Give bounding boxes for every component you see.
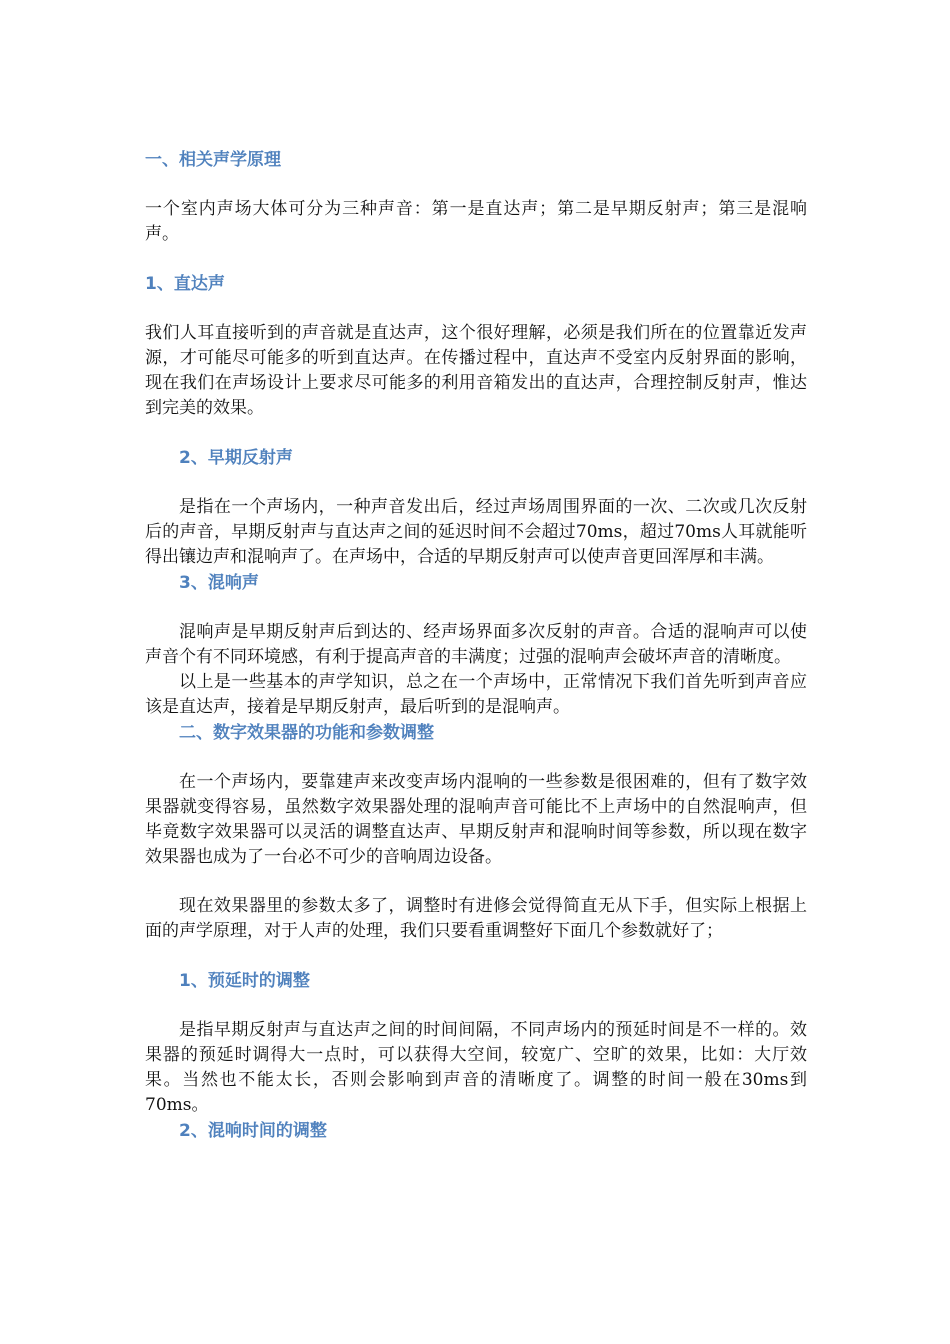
section-heading-effects: 二、数字效果器的功能和参数调整: [179, 723, 434, 743]
paragraph-parameters: 现在效果器里的参数太多了，调整时有进修会觉得简直无从下手，但实际上根据上面的声学原理，对于人声的处理，我们只要看重调整好下面几个参数就好了；: [145, 896, 807, 941]
paragraph-intro: 一个室内声场大体可分为三种声音：第一是直达声；第二是早期反射声；第三是混响声。: [145, 199, 807, 244]
paragraph-predelay: 是指早期反射声与直达声之间的时间间隔，不同声场内的预延时间是不一样的。效果器的预延时调得大一点时，可以获得大空间，较宽广、空旷的效果，比如：大厅效果。当然也不能太长，否则会影响到声音的清晰度了。调整的时间一般在30ms到70ms。: [145, 1020, 807, 1115]
paragraph-direct-sound: 我们人耳直接听到的声音就是直达声，这个很好理解，必须是我们所在的位置靠近发声源，才可能尽可能多的听到直达声。在传播过程中，直达声不受室内反射界面的影响，现在我们在声场设计上要求尽可能多的利用音箱发出的直达声，合理控制反射声，惟达到完美的效果。: [145, 323, 807, 418]
paragraph-reverb: 混响声是早期反射声后到达的、经声场界面多次反射的声音。合适的混响声可以使声音个有不同环境感，有利于提高声音的丰满度；过强的混响声会破坏声音的清晰度。: [145, 622, 807, 667]
subheading-direct-sound: 1、直达声: [145, 274, 225, 294]
section-heading-acoustics: 一、相关声学原理: [145, 150, 281, 170]
subheading-reverb-time: 2、混响时间的调整: [179, 1121, 327, 1141]
subheading-reverb: 3、混响声: [179, 573, 259, 593]
paragraph-early-reflection: 是指在一个声场内，一种声音发出后，经过声场周围界面的一次、二次或几次反射后的声音，早期反射声与直达声之间的延迟时间不会超过70ms，超过70ms人耳就能听得出镶边声和混响声了。在声场中，合适的早期反射声可以使声音更回浑厚和丰满。: [145, 497, 807, 567]
paragraph-effects: 在一个声场内，要靠建声来改变声场内混响的一些参数是很困难的，但有了数字效果器就变得容易，虽然数字效果器处理的混响声音可能比不上声场中的自然混响声，但毕竟数字效果器可以灵活的调整直达声、早期反射声和混响时间等参数，所以现在数字效果器也成为了一台必不可少的音响周边设备。: [145, 772, 807, 867]
paragraph-summary: 以上是一些基本的声学知识，总之在一个声场中，正常情况下我们首先听到声音应该是直达声，接着是早期反射声，最后听到的是混响声。: [145, 672, 807, 717]
subheading-predelay: 1、预延时的调整: [179, 971, 310, 991]
document-body: [145, 147, 807, 1144]
subheading-early-reflection: 2、早期反射声: [179, 448, 293, 468]
